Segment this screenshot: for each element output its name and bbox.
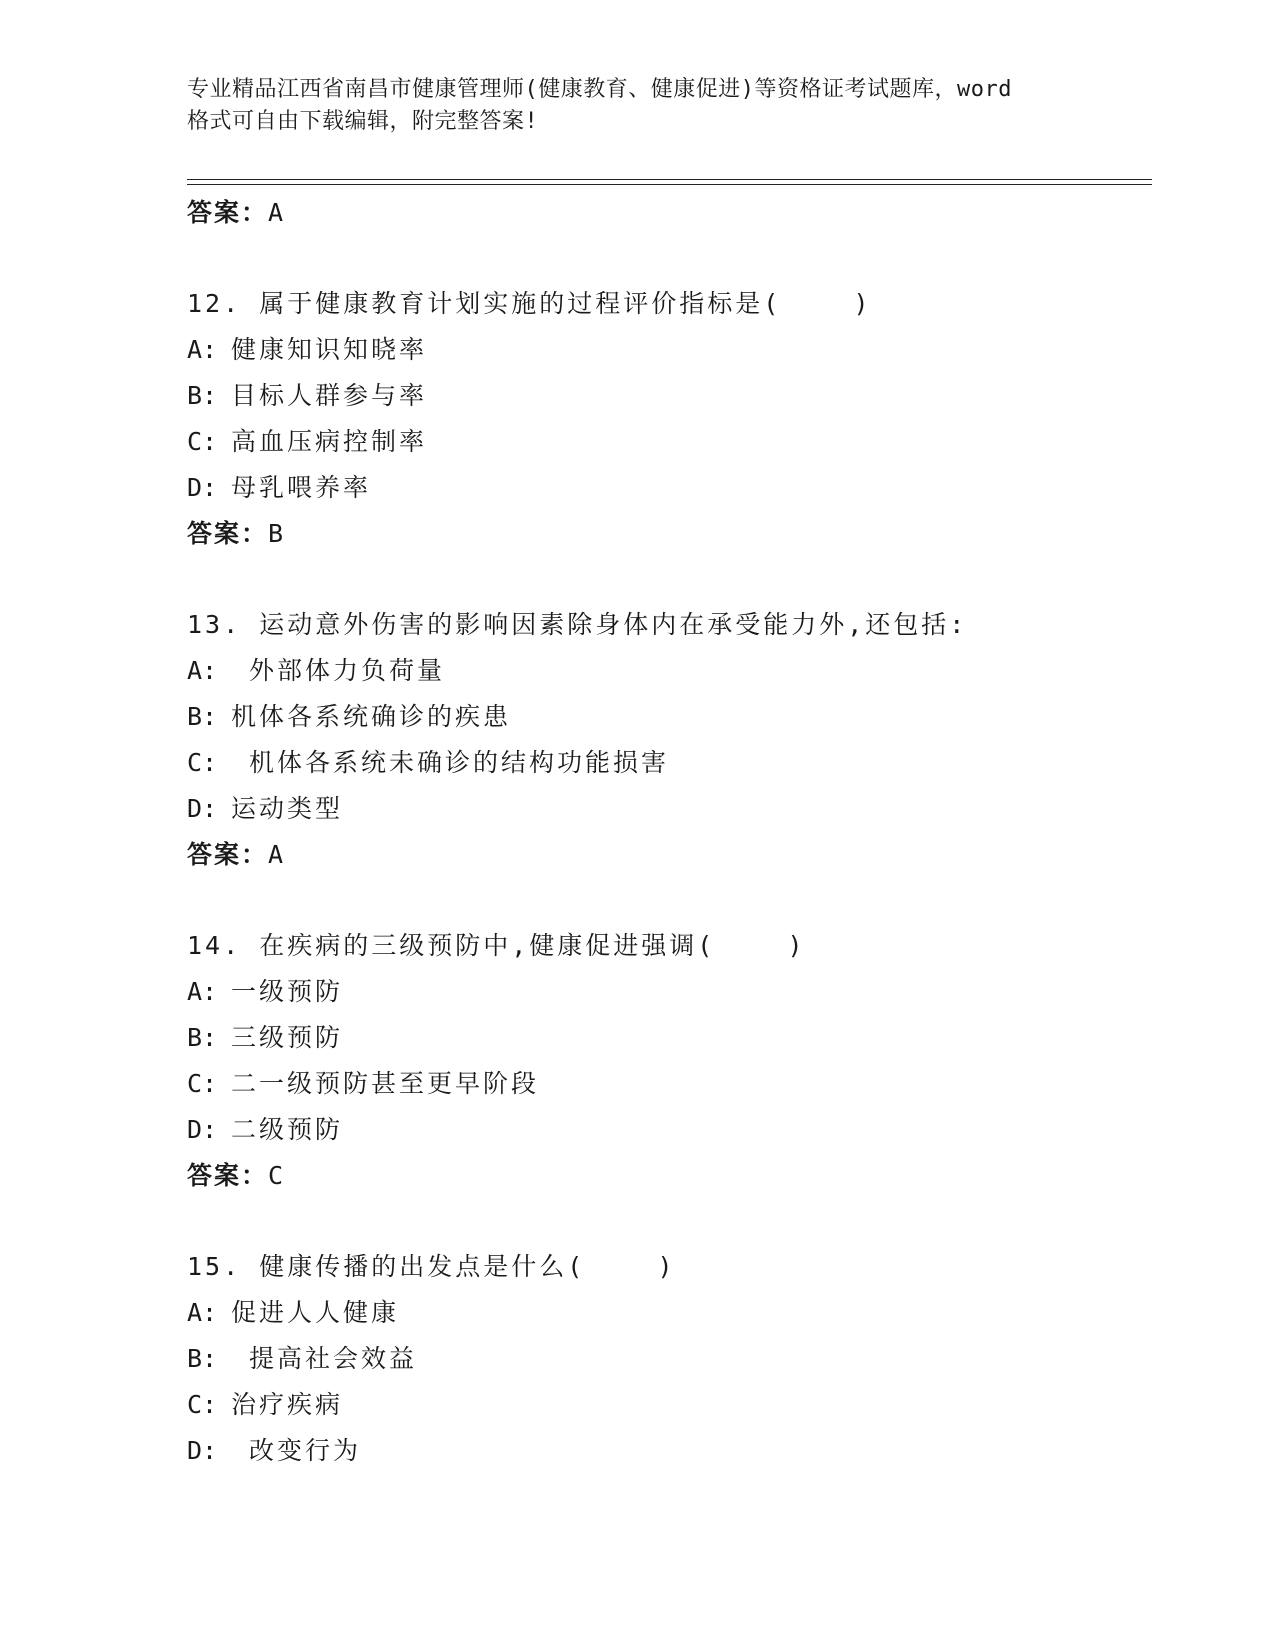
option-d [187, 786, 1152, 832]
option-letter: A: [187, 1298, 218, 1327]
question-stem: 13. 运动意外伤害的影响因素除身体内在承受能力外,还包括: [187, 610, 968, 639]
option-text: 三级预防 [231, 1023, 344, 1052]
answer-line [187, 832, 1152, 878]
option-letter: B: [187, 381, 218, 410]
option-letter: D: [187, 1115, 218, 1144]
option-letter: A: [187, 977, 218, 1006]
option-letter: C: [187, 427, 218, 456]
option-c [187, 419, 1152, 465]
question-stem: 15. 健康传播的出发点是什么( ) [187, 1252, 676, 1281]
header-line-2: 格式可自由下载编辑，附完整答案! [187, 109, 539, 134]
option-letter: A: [187, 656, 218, 685]
answer-value: A [268, 198, 286, 227]
option-c [187, 1061, 1152, 1107]
option-a [187, 1290, 1152, 1336]
option-text: 母乳喂养率 [231, 473, 372, 502]
option-b [187, 373, 1152, 419]
option-d [187, 465, 1152, 511]
answer-value: C [268, 1161, 286, 1190]
answer-label: 答案： [187, 840, 269, 869]
option-text: 机体各系统未确诊的结构功能损害 [231, 748, 670, 777]
question-stem: 12. 属于健康教育计划实施的过程评价指标是( ) [187, 289, 872, 318]
answer-line [187, 1153, 1152, 1199]
option-letter: D: [187, 794, 218, 823]
answer-label: 答案： [187, 1161, 269, 1190]
option-a [187, 327, 1152, 373]
option-letter: B: [187, 1023, 218, 1052]
option-c [187, 740, 1152, 786]
answer-label: 答案： [187, 519, 269, 548]
option-letter: C: [187, 1390, 218, 1419]
option-text: 二级预防 [231, 1115, 344, 1144]
header-divider-bottom [187, 184, 1152, 185]
option-b [187, 1336, 1152, 1382]
option-text: 提高社会效益 [231, 1344, 418, 1373]
option-text: 健康知识知晓率 [231, 335, 428, 364]
answer-line [187, 190, 1152, 236]
option-letter: D: [187, 1436, 218, 1465]
option-letter: B: [187, 702, 218, 731]
option-c [187, 1382, 1152, 1428]
option-text: 改变行为 [231, 1436, 362, 1465]
option-text: 高血压病控制率 [231, 427, 428, 456]
header-divider-top [187, 179, 1152, 180]
option-text: 一级预防 [231, 977, 344, 1006]
option-letter: C: [187, 1069, 218, 1098]
option-d [187, 1428, 1152, 1474]
answer-value: B [268, 519, 286, 548]
option-a [187, 648, 1152, 694]
option-letter: B: [187, 1344, 218, 1373]
question-stem: 14. 在疾病的三级预防中,健康促进强调( ) [187, 931, 806, 960]
option-text: 目标人群参与率 [231, 381, 428, 410]
option-text: 治疗疾病 [231, 1390, 344, 1419]
option-a [187, 969, 1152, 1015]
header-line-1: 专业精品江西省南昌市健康管理师(健康教育、健康促进)等资格证考试题库，word [187, 77, 1012, 102]
option-letter: A: [187, 335, 218, 364]
option-d [187, 1107, 1152, 1153]
question-list [187, 190, 1152, 1474]
answer-label: 答案： [187, 198, 269, 227]
option-b [187, 694, 1152, 740]
answer-line [187, 511, 1152, 557]
option-text: 二一级预防甚至更早阶段 [231, 1069, 540, 1098]
option-text: 促进人人健康 [231, 1298, 400, 1327]
option-text: 机体各系统确诊的疾患 [231, 702, 512, 731]
option-letter: D: [187, 473, 218, 502]
document-header [187, 74, 1107, 138]
option-text: 外部体力负荷量 [231, 656, 446, 685]
answer-value: A [268, 840, 286, 869]
option-letter: C: [187, 748, 218, 777]
option-text: 运动类型 [231, 794, 344, 823]
option-b [187, 1015, 1152, 1061]
